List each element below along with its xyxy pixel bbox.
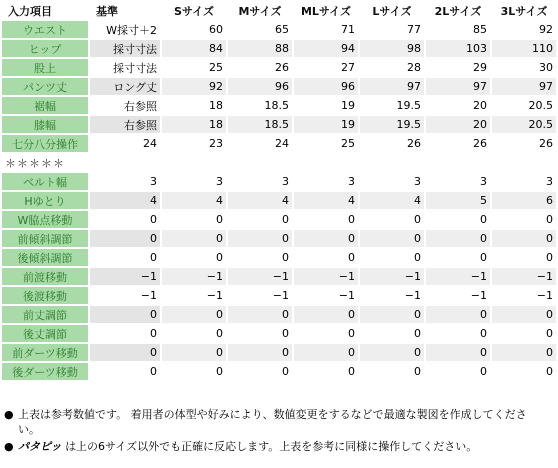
size-value-cell: 0 — [162, 325, 226, 342]
notes — [4, 407, 544, 456]
size-value-cell: 28 — [360, 59, 424, 76]
row-label: ウエスト — [2, 21, 88, 38]
separator-row — [2, 154, 556, 171]
size-value-cell: 0 — [294, 230, 358, 247]
row-label: 後丈調節 — [2, 325, 88, 342]
size-value-cell: 92 — [492, 21, 556, 38]
size-value-cell: −1 — [294, 268, 358, 285]
size-value-cell: 0 — [294, 325, 358, 342]
size-value-cell: 27 — [294, 59, 358, 76]
base-value: 0 — [90, 306, 160, 323]
table-row — [2, 306, 556, 323]
size-value-cell: 0 — [228, 211, 292, 228]
header-size-s: Sサイズ — [173, 4, 215, 18]
size-value-cell: 0 — [228, 325, 292, 342]
row-label: ヒップ — [2, 40, 88, 57]
size-value-cell: 20.5 — [492, 97, 556, 114]
size-value-cell: −1 — [360, 268, 424, 285]
row-label: ベルト幅 — [2, 173, 88, 190]
row-label: 股上 — [2, 59, 88, 76]
table-row — [2, 78, 556, 95]
size-value-cell: 85 — [426, 21, 490, 38]
header-size-m: Mサイズ — [238, 4, 282, 18]
size-value-cell: 19 — [294, 97, 358, 114]
base-value: W採寸＋2 — [90, 21, 160, 38]
size-value-cell: 0 — [162, 249, 226, 266]
size-value-cell: 0 — [294, 344, 358, 361]
row-label: 後傾斜調節 — [2, 249, 88, 266]
size-value-cell: 0 — [360, 230, 424, 247]
size-value-cell: 0 — [228, 230, 292, 247]
size-value-cell: −1 — [492, 287, 556, 304]
size-value-cell: 0 — [228, 306, 292, 323]
size-value-cell: 0 — [360, 325, 424, 342]
size-value-cell: −1 — [492, 268, 556, 285]
base-value: ロング丈 — [90, 78, 160, 95]
row-label: 前丈調節 — [2, 306, 88, 323]
base-value: 0 — [90, 230, 160, 247]
size-value-cell: 3 — [492, 173, 556, 190]
row-label: 膝幅 — [2, 116, 88, 133]
size-value-cell: 0 — [294, 363, 358, 380]
header-size-3l: 3Lサイズ — [500, 4, 548, 18]
size-value-cell: 110 — [492, 40, 556, 57]
size-value-cell: 20 — [426, 97, 490, 114]
note-2 — [4, 439, 544, 454]
base-value: 0 — [90, 325, 160, 342]
size-value-cell: 0 — [162, 211, 226, 228]
header-size-ml: MLサイズ — [300, 4, 352, 18]
size-value-cell: 3 — [162, 173, 226, 190]
size-value-cell: −1 — [426, 287, 490, 304]
row-label: 後渡移動 — [2, 287, 88, 304]
base-value: 3 — [90, 173, 160, 190]
size-value-cell: 0 — [426, 344, 490, 361]
base-value: −1 — [90, 287, 160, 304]
size-value-cell: 18 — [162, 97, 226, 114]
row-label: 後ダーツ移動 — [2, 363, 88, 380]
size-value-cell: 0 — [162, 306, 226, 323]
size-value-cell: −1 — [426, 268, 490, 285]
size-value-cell: 26 — [492, 135, 556, 152]
size-value-cell: −1 — [228, 287, 292, 304]
bullet-icon: ● — [4, 440, 14, 453]
note-1-text: 上表は参考数値です。 着用者の体型や好みにより、数値変更をするなどで最適な製図を作成してください。 — [18, 408, 527, 436]
size-value-cell: 0 — [162, 363, 226, 380]
size-value-cell: −1 — [162, 268, 226, 285]
row-label: W脇点移動 — [2, 211, 88, 228]
size-value-cell: 60 — [162, 21, 226, 38]
table-row — [2, 287, 556, 304]
header-input-item: 入力項目 — [8, 4, 52, 18]
note-2-text: は上の6サイズ以外でも正確に反応します。上表を参考に同様に操作してください。 — [65, 440, 478, 453]
size-value-cell: 6 — [492, 192, 556, 209]
size-value-cell: 0 — [228, 344, 292, 361]
size-value-cell: 0 — [294, 211, 358, 228]
size-value-cell: 3 — [228, 173, 292, 190]
size-value-cell: 0 — [426, 211, 490, 228]
size-value-cell: 20 — [426, 116, 490, 133]
size-value-cell: 92 — [162, 78, 226, 95]
size-value-cell: 25 — [294, 135, 358, 152]
table-row — [2, 192, 556, 209]
table-row — [2, 173, 556, 190]
size-value-cell: 0 — [492, 344, 556, 361]
table-row — [2, 211, 556, 228]
row-label: Hゆとり — [2, 192, 88, 209]
base-value: 右参照 — [90, 97, 160, 114]
note-2-body — [18, 439, 544, 454]
size-value-cell: 3 — [360, 173, 424, 190]
size-value-cell: 23 — [162, 135, 226, 152]
table-row — [2, 230, 556, 247]
base-value: 0 — [90, 211, 160, 228]
size-value-cell: 0 — [492, 363, 556, 380]
size-value-cell: 0 — [426, 363, 490, 380]
size-value-cell: 4 — [162, 192, 226, 209]
base-value: 4 — [90, 192, 160, 209]
size-value-cell: 0 — [492, 249, 556, 266]
size-value-cell: 18.5 — [228, 97, 292, 114]
row-label: 前傾斜調節 — [2, 230, 88, 247]
size-value-cell: 0 — [162, 344, 226, 361]
size-value-cell: 19.5 — [360, 97, 424, 114]
size-value-cell: 0 — [360, 211, 424, 228]
base-value: 24 — [90, 135, 160, 152]
size-value-cell: 0 — [492, 306, 556, 323]
table-row — [2, 40, 556, 57]
row-label: 前ダーツ移動 — [2, 344, 88, 361]
size-value-cell: 96 — [228, 78, 292, 95]
table-row — [2, 21, 556, 38]
row-label: 七分八分操作 — [2, 135, 88, 152]
size-value-cell: 25 — [162, 59, 226, 76]
size-value-cell: 5 — [426, 192, 490, 209]
size-value-cell: 29 — [426, 59, 490, 76]
table-row — [2, 59, 556, 76]
size-value-cell: 88 — [228, 40, 292, 57]
size-value-cell: 0 — [360, 306, 424, 323]
size-value-cell: 94 — [294, 40, 358, 57]
table-row — [2, 97, 556, 114]
size-value-cell: 0 — [426, 306, 490, 323]
bullet-icon: ● — [4, 408, 14, 421]
size-value-cell: 0 — [426, 249, 490, 266]
size-value-cell: 3 — [294, 173, 358, 190]
table-row — [2, 325, 556, 342]
size-value-cell: 103 — [426, 40, 490, 57]
size-value-cell: −1 — [294, 287, 358, 304]
size-value-cell: 98 — [360, 40, 424, 57]
base-value: 0 — [90, 344, 160, 361]
base-value: 採寸寸法 — [90, 59, 160, 76]
size-value-cell: 4 — [294, 192, 358, 209]
header-size-2l: 2Lサイズ — [434, 4, 482, 18]
size-value-cell: −1 — [360, 287, 424, 304]
size-value-cell: 0 — [360, 344, 424, 361]
size-value-cell: 0 — [228, 363, 292, 380]
size-value-cell: 0 — [162, 230, 226, 247]
size-value-cell: 18 — [162, 116, 226, 133]
table-row — [2, 116, 556, 133]
size-value-cell: 0 — [294, 249, 358, 266]
brand-name: パタピッ — [18, 440, 62, 453]
size-value-cell: 96 — [294, 78, 358, 95]
size-value-cell: 65 — [228, 21, 292, 38]
size-value-cell: 97 — [492, 78, 556, 95]
size-value-cell: 97 — [426, 78, 490, 95]
table-row — [2, 135, 556, 152]
size-value-cell: 0 — [426, 325, 490, 342]
size-value-cell: 24 — [228, 135, 292, 152]
size-value-cell: 30 — [492, 59, 556, 76]
size-value-cell: 19.5 — [360, 116, 424, 133]
table-row — [2, 249, 556, 266]
header-size-l: Lサイズ — [372, 4, 412, 18]
note-1 — [4, 407, 544, 437]
size-value-cell: 26 — [228, 59, 292, 76]
size-value-cell: 0 — [360, 249, 424, 266]
table-row — [2, 268, 556, 285]
base-value: 0 — [90, 363, 160, 380]
header-row — [2, 2, 556, 19]
table-row — [2, 344, 556, 361]
size-value-cell: 84 — [162, 40, 226, 57]
row-label: パンツ丈 — [2, 78, 88, 95]
size-value-cell: 20.5 — [492, 116, 556, 133]
size-value-cell: 97 — [360, 78, 424, 95]
size-value-cell: 0 — [426, 230, 490, 247]
size-value-cell: 0 — [294, 306, 358, 323]
row-label: 前渡移動 — [2, 268, 88, 285]
row-label: 裾幅 — [2, 97, 88, 114]
size-value-cell: 3 — [426, 173, 490, 190]
size-value-cell: 26 — [426, 135, 490, 152]
size-value-cell: 77 — [360, 21, 424, 38]
separator-text: ＊＊＊＊＊ — [2, 154, 556, 171]
size-value-cell: 4 — [228, 192, 292, 209]
size-value-cell: −1 — [228, 268, 292, 285]
size-value-cell: 18.5 — [228, 116, 292, 133]
size-value-cell: 19 — [294, 116, 358, 133]
header-base: 基準 — [96, 4, 118, 18]
base-value: 0 — [90, 249, 160, 266]
base-value: 右参照 — [90, 116, 160, 133]
base-value: 採寸寸法 — [90, 40, 160, 57]
table-row — [2, 363, 556, 380]
size-value-cell: −1 — [162, 287, 226, 304]
size-value-cell: 0 — [228, 249, 292, 266]
size-value-cell: 0 — [492, 230, 556, 247]
size-value-cell: 0 — [360, 363, 424, 380]
size-value-cell: 0 — [492, 211, 556, 228]
size-value-cell: 71 — [294, 21, 358, 38]
base-value: −1 — [90, 268, 160, 285]
size-value-cell: 4 — [360, 192, 424, 209]
size-value-cell: 0 — [492, 325, 556, 342]
size-value-cell: 26 — [360, 135, 424, 152]
